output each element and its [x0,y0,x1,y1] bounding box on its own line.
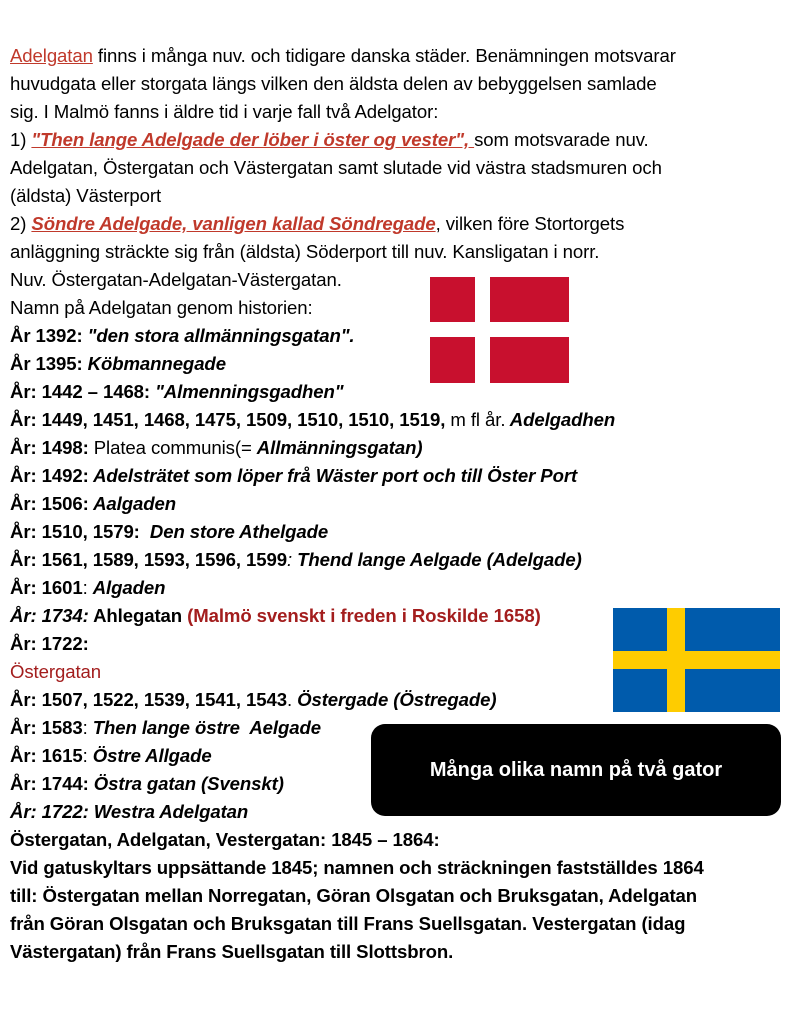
intro-line-4 [10,126,790,154]
year-value: Östra gatan (Svenskt) [88,773,284,794]
flag-quadrant [490,337,569,383]
final-line-4 [10,910,790,938]
final-line-3 [10,882,790,910]
section-heading: Östergatan [10,661,101,682]
sondre-adelgade-link[interactable]: Söndre Adelgade, vanligen kallad Söndregade [31,213,436,234]
intro-line-10: Namn på Adelgatan genom historien: [10,297,313,318]
year-label: År 1395: [10,353,83,374]
flag-quadrant [430,277,475,322]
adelgatan-link[interactable]: Adelgatan [10,45,93,66]
final-text: från Göran Olsgatan och Bruksgatan till Frans Suellsgatan. Vestergatan (idag [10,913,686,934]
final-text: Västergatan) från Frans Suellsgatan till Slottsbron. [10,941,454,962]
flag-quadrant [430,337,475,383]
year-label: År: 1492: [10,465,89,486]
year-label: År: 1507, 1522, 1539, 1541, 1543 [10,689,287,710]
year-value: Adelsträtet som löper frå Wäster port och till Öster Port [88,465,578,486]
final-text: till: Östergatan mellan Norregatan, Göran Olsgatan och Bruksgatan, Adelgatan [10,885,698,906]
document-body [10,42,790,966]
year-label: År: 1734: [10,605,89,626]
year-note: : [82,577,93,598]
year-note: m fl år. [445,409,506,430]
intro-line-1 [10,42,790,70]
flag-cross-horizontal [613,651,780,669]
year-label: År: 1722: [10,633,89,654]
year-line [10,322,790,350]
final-line-2 [10,854,790,882]
year-line [10,490,790,518]
intro-text: finns i många nuv. och tidigare danska städer. Benämningen motsvarar [92,45,676,66]
year-line [10,406,790,434]
year-value: Östre Allgade [92,745,212,766]
callout-box [371,724,781,816]
year-value: "den stora allmänningsgatan". [82,325,355,346]
year-value: Köbmannegade [82,353,226,374]
swedish-flag-icon [613,608,780,712]
year-value: "Almenningsgadhen" [150,381,344,402]
year-label: År: 1498: [10,437,89,458]
year-value: Adelgadhen [505,409,616,430]
intro-line-3: sig. I Malmö fanns i äldre tid i varje fall två Adelgator: [10,101,439,122]
year-label: År: 1561, 1589, 1593, 1596, 1599 [10,549,287,570]
year-value: Ahlegatan [88,605,188,626]
final-line-5 [10,938,790,966]
year-note: : [82,745,93,766]
year-line [10,378,790,406]
year-value: Then lange östre Aelgade [92,717,321,738]
year-label: År: 1744: [10,773,89,794]
intro-line-5: Adelgatan, Östergatan och Västergatan samt slutade vid västra stadsmuren och [10,157,662,178]
year-note: : [82,717,93,738]
then-lange-link[interactable]: "Then lange Adelgade der löber i öster og vester", [31,129,475,150]
year-line [10,574,790,602]
year-label: År: 1601 [10,577,83,598]
year-annotation: (Malmö svenskt i freden i Roskilde 1658) [187,605,541,626]
year-value: Thend lange Aelgade (Adelgade) [297,549,582,570]
year-value: Den store Athelgade [139,521,329,542]
year-value: Aalgaden [88,493,176,514]
year-label: År: 1722: [10,801,89,822]
year-note: . [286,689,298,710]
final-line-1 [10,826,790,854]
flag-quadrant [490,277,569,322]
year-value: Östergade (Östregade) [297,689,497,710]
final-text: Östergatan, Adelgatan, Vestergatan: 1845 – 1864: [10,829,440,850]
year-note: : [286,549,298,570]
year-label: År: 1442 – 1468: [10,381,151,402]
year-label: År: 1583 [10,717,83,738]
year-note: Platea communis(= [88,437,257,458]
year-value: Algaden [92,577,166,598]
list-number: 1) [10,129,32,150]
year-value: Allmänningsgatan) [256,437,423,458]
year-line [10,462,790,490]
year-line [10,434,790,462]
intro-line-2: huvudgata eller storgata längs vilken den äldsta delen av bebyggelsen samlade [10,73,657,94]
year-line [10,350,790,378]
year-label: År: 1449, 1451, 1468, 1475, 1509, 1510, 1510, 1519, [10,409,446,430]
intro-line-7 [10,210,790,238]
year-value: Westra Adelgatan [88,801,249,822]
intro-line-8: anläggning sträckte sig från (äldsta) Söderport till nuv. Kansligatan i norr. [10,241,600,262]
year-label: År 1392: [10,325,83,346]
danish-flag-icon [430,277,569,383]
list-number: 2) [10,213,32,234]
year-line [10,546,790,574]
intro-line-6: (äldsta) Västerport [10,185,162,206]
intro-line-9: Nuv. Östergatan-Adelgatan-Västergatan. [10,269,342,290]
final-text: Vid gatuskyltars uppsättande 1845; namnen och sträckningen fastställdes 1864 [10,857,704,878]
year-label: År: 1615 [10,745,83,766]
intro-text: , vilken före Stortorgets [435,213,625,234]
year-line [10,518,790,546]
intro-text: som motsvarade nuv. [474,129,649,150]
year-label: År: 1506: [10,493,89,514]
callout-text: Många olika namn på två gator [429,758,723,781]
year-label: År: 1510, 1579: [10,521,140,542]
